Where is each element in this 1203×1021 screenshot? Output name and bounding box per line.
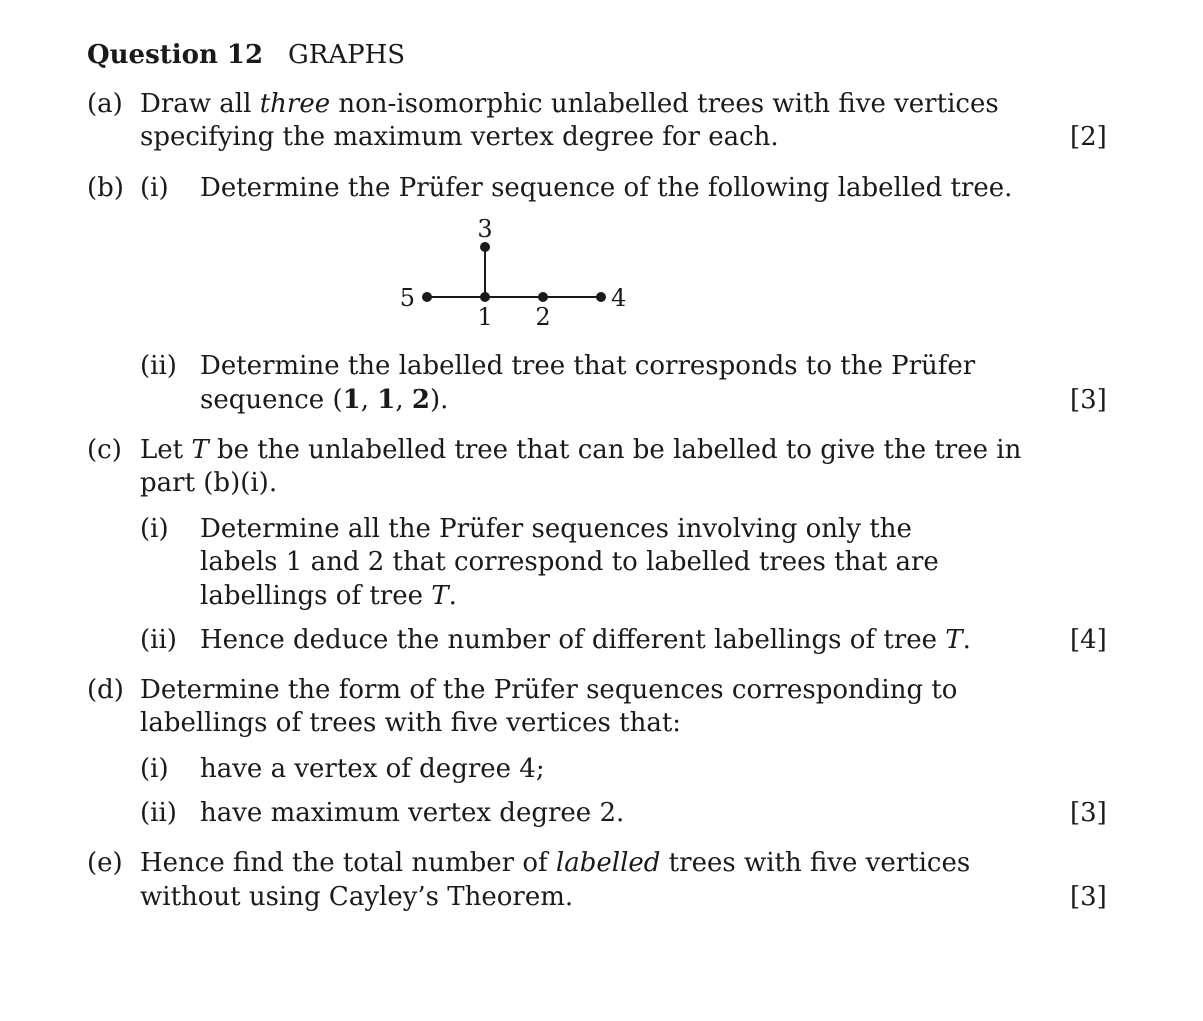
topic-title: GRAPHS	[288, 40, 406, 70]
part-d-label: (d)	[87, 675, 124, 705]
sequence-term: 2	[411, 385, 430, 415]
variable-T: T	[945, 625, 963, 655]
labelled-tree-diagram	[390, 210, 650, 335]
part-c-label: (c)	[87, 435, 122, 465]
variable-T: T	[431, 581, 449, 611]
part-a-line-1: Draw all three non-isomorphic unlabelled trees with five vertices	[140, 89, 999, 119]
vertex-3	[480, 242, 490, 252]
vertex-label-2: 2	[535, 303, 551, 331]
part-e-line-1: Hence find the total number of labelled trees with five vertices	[140, 848, 971, 878]
part-d-line-2: labellings of trees with five vertices that:	[140, 708, 682, 738]
part-c-i-line-3: labellings of tree T.	[200, 581, 457, 611]
vertex-2	[538, 292, 548, 302]
part-a-label: (a)	[87, 89, 123, 119]
part-c-ii-text: Hence deduce the number of different labellings of tree T.	[200, 625, 971, 655]
vertex-5	[422, 292, 432, 302]
part-d-marks: [3]	[1070, 798, 1107, 828]
part-b-i-label: (i)	[140, 173, 169, 203]
emphasis-three: three	[259, 89, 331, 119]
part-e-marks: [3]	[1070, 882, 1107, 912]
part-b-ii-line-2: sequence (1, 1, 2).	[200, 385, 449, 415]
part-b-marks: [3]	[1070, 385, 1107, 415]
emphasis-labelled: labelled	[555, 848, 661, 878]
part-c-ii-label: (ii)	[140, 625, 177, 655]
part-d-line-1: Determine the form of the Prüfer sequences corresponding to	[140, 675, 958, 705]
variable-T: T	[191, 435, 209, 465]
part-b-ii-label: (ii)	[140, 351, 177, 381]
part-c-marks: [4]	[1070, 625, 1107, 655]
part-e-line-2: without using Cayley’s Theorem.	[140, 882, 574, 912]
part-d-i-label: (i)	[140, 754, 169, 784]
part-b-i-text: Determine the Prüfer sequence of the following labelled tree.	[200, 173, 1013, 203]
part-c-i-line-2: labels 1 and 2 that correspond to labelled trees that are	[200, 547, 939, 577]
part-a-marks: [2]	[1070, 122, 1107, 152]
vertex-label-3: 3	[477, 215, 493, 243]
vertex-label-4: 4	[611, 284, 627, 312]
part-d-i-text: have a vertex of degree 4;	[200, 754, 545, 784]
vertex-label-1: 1	[477, 303, 493, 331]
sequence-term: 1	[342, 385, 361, 415]
question-label: Question 12	[87, 40, 264, 70]
vertex-label-5: 5	[399, 284, 415, 312]
part-b-ii-line-1: Determine the labelled tree that corresponds to the Prüfer	[200, 351, 976, 381]
part-c-i-label: (i)	[140, 514, 169, 544]
part-d-ii-text: have maximum vertex degree 2.	[200, 798, 625, 828]
sequence-term: 1	[377, 385, 396, 415]
vertex-4	[596, 292, 606, 302]
part-d-ii-label: (ii)	[140, 798, 177, 828]
part-c-line-2: part (b)(i).	[140, 468, 278, 498]
part-c-i-line-1: Determine all the Prüfer sequences involving only the	[200, 514, 912, 544]
part-e-label: (e)	[87, 848, 123, 878]
vertex-1	[480, 292, 490, 302]
part-a-line-2: specifying the maximum vertex degree for each.	[140, 122, 779, 152]
part-c-line-1: Let T be the unlabelled tree that can be labelled to give the tree in	[140, 435, 1022, 465]
part-b-label: (b)	[87, 173, 124, 203]
